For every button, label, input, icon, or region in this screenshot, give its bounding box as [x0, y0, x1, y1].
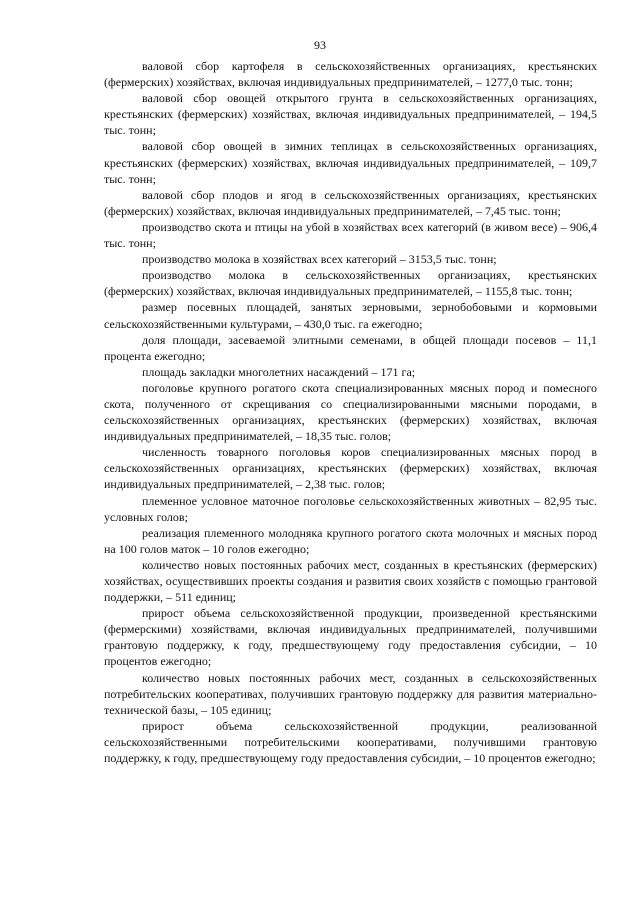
paragraph: валовой сбор картофеля в сельскохозяйственных организациях, крестьянских (фермерских) хозяйствах, включая индивидуальных предпринимателей, – 1277,0 тыс. тонн; — [104, 59, 597, 90]
paragraph: доля площади, засеваемой элитными семенами, в общей площади посевов – 11,1 процента ежегодно; — [104, 332, 597, 363]
paragraph: производство молока в хозяйствах всех категорий – 3153,5 тыс. тонн; — [142, 252, 497, 267]
paragraph: прирост объема сельскохозяйственной продукции, произведенной крестьянскими (фермерскими) хозяйствами, включая индивидуальных предпринимателей, получившими грантовую поддержку, к году, предшествующему году предоставления субсидии, – 10 процентов ежегодно; — [104, 606, 597, 669]
paragraph: реализация племенного молодняка крупного рогатого скота молочных и мясных пород на 100 голов маток – 10 голов ежегодно; — [104, 525, 597, 556]
paragraph: прирост объема сельскохозяйственной продукции, реализованной сельскохозяйственными потребительскими кооперативами, получившими грантовую поддержку, к году, предшествующему году предоставления субсидии, – 10 процентов ежегодно; — [104, 718, 597, 766]
paragraph: производство молока в сельскохозяйственных организациях, крестьянских (фермерских) хозяйствах, включая индивидуальных предпринимателей, – 1155,8 тыс. тонн; — [104, 268, 597, 299]
paragraph: площадь закладки многолетних насаждений – 171 га; — [142, 364, 416, 379]
paragraph: поголовье крупного рогатого скота специализированных мясных пород и помесного скота, полученного от скрещивания со специализированными мясными породами, в сельскохозяйственных организациях, крестьянских (фермерских) хозяйствах, включая индивидуальных предпринимателей, – 18,35 тыс. голов; — [104, 380, 597, 444]
page-number: 93 — [314, 38, 326, 52]
paragraph: количество новых постоянных рабочих мест, созданных в сельскохозяйственных потребительских кооперативах, получивших грантовую поддержку для развития материально-технической базы, – 105 единиц; — [104, 670, 597, 717]
paragraph: численность товарного поголовья коров специализированных мясных пород в сельскохозяйственных организациях, крестьянских (фермерских) хозяйствах, включая индивидуальных предпринимателей, – 2,38 тыс. голов; — [104, 445, 597, 492]
paragraph: производство скота и птицы на убой в хозяйствах всех категорий (в живом весе) – 906,4 тыс. тонн; — [104, 219, 597, 251]
paragraph: размер посевных площадей, занятых зерновыми, зернобобовыми и кормовыми сельскохозяйственными культурами, – 430,0 тыс. га ежегодно; — [104, 300, 597, 331]
paragraph: валовой сбор овощей в зимних теплицах в сельскохозяйственных организациях, крестьянских (фермерских) хозяйствах, включая индивидуальных предпринимателей, – 109,7 тыс. тонн; — [104, 139, 597, 186]
paragraph: валовой сбор овощей открытого грунта в сельскохозяйственных организациях, крестьянских (фермерских) хозяйствах, включая индивидуальных предпринимателей, – 194,5 тыс. тонн; — [104, 91, 597, 138]
document-body — [104, 58, 597, 766]
paragraph: валовой сбор плодов и ягод в сельскохозяйственных организациях, крестьянских (фермерских) хозяйствах, включая индивидуальных предпринимателей, – 7,45 тыс. тонн; — [104, 187, 597, 218]
paragraph: количество новых постоянных рабочих мест, созданных в крестьянских (фермерских) хозяйствах, осуществивших проекты создания и развития своих хозяйств с помощью грантовой поддержки, – 511 единиц; — [104, 557, 597, 605]
paragraph: племенное условное маточное поголовье сельскохозяйственных животных – 82,95 тыс. условных голов; — [104, 493, 597, 524]
